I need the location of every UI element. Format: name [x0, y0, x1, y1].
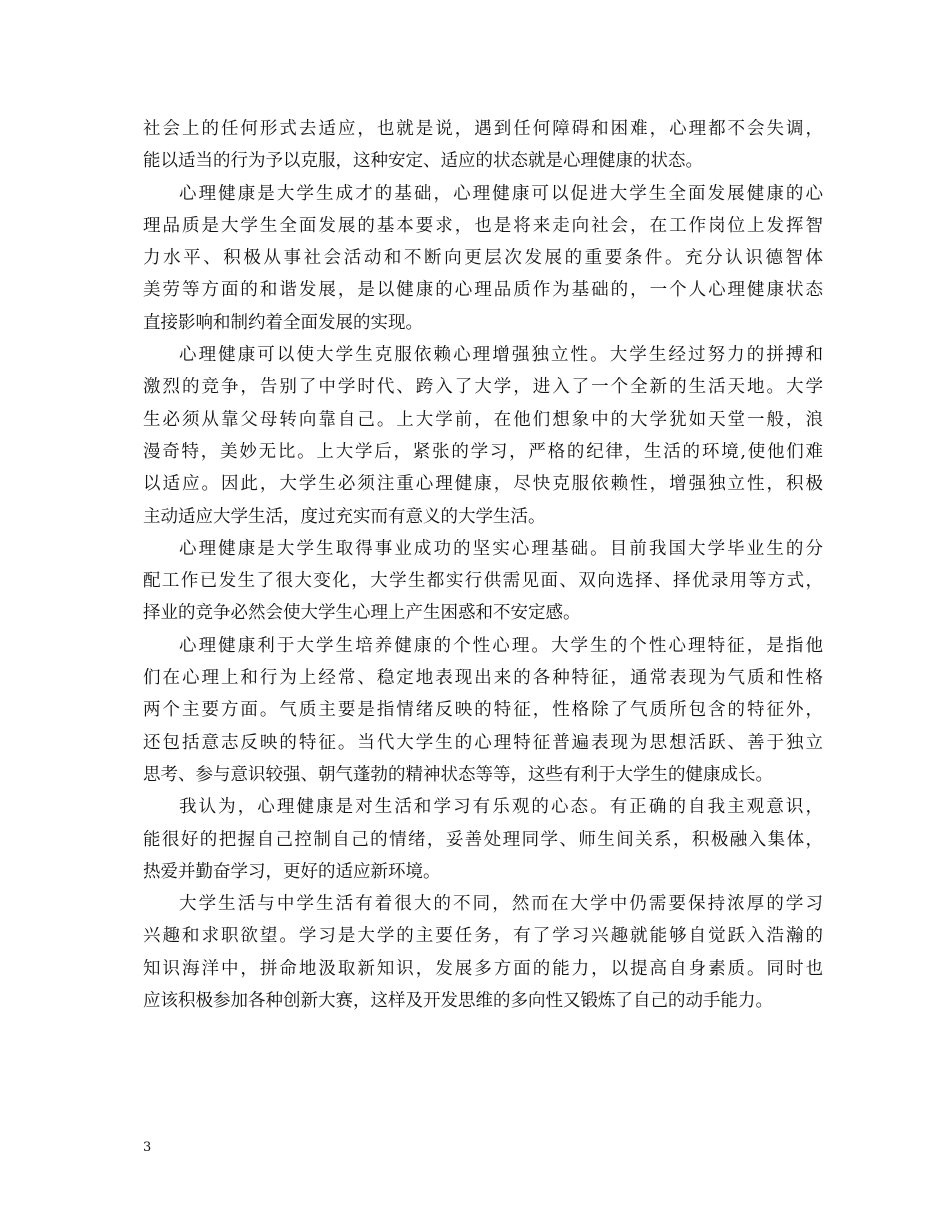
paragraph-line: 能以适当的行为予以克服，这种安定、适应的状态就是心理健康的状态。	[143, 151, 703, 172]
paragraph-line: 能很好的把握自己控制自己的情绪，妥善处理同学、师生间关系，积极融入集体，	[143, 829, 823, 850]
paragraph-line: 生必须从靠父母转向靠自己。上大学前，在他们想象中的大学犹如天堂一般，浪	[143, 409, 823, 430]
paragraph-first-line: 心理健康是大学生成才的基础，心理健康可以促进大学生全面发展健康的心	[179, 183, 823, 204]
paragraph-first-line: 大学生活与中学生活有着很大的不同，然而在大学中仍需要保持浓厚的学习	[179, 894, 823, 915]
document-body	[143, 113, 823, 1017]
paragraph-first-line: 我认为，心理健康是对生活和学习有乐观的心态。有正确的自我主观意识，	[179, 797, 823, 818]
paragraph-line: 思考、参与意识较强、朝气蓬勃的精神状态等等，这些有利于大学生的健康成长。	[143, 764, 773, 785]
paragraph-line: 直接影响和制约着全面发展的实现。	[143, 312, 423, 333]
paragraph-line: 理品质是大学生全面发展的基本要求，也是将来走向社会，在工作岗位上发挥智	[143, 215, 823, 236]
paragraph-line: 配工作已发生了很大变化，大学生都实行供需见面、双向选择、择优录用等方式，	[143, 571, 823, 592]
paragraph-line: 主动适应大学生活，度过充实而有意义的大学生活。	[143, 506, 546, 527]
paragraph-line: 知识海洋中，拼命地汲取新知识，发展多方面的能力，以提高自身素质。同时也	[143, 958, 823, 979]
paragraph-line: 还包括意志反映的特征。当代大学生的心理特征普遍表现为思想活跃、善于独立	[143, 732, 823, 753]
paragraph-line: 力水平、积极从事社会活动和不断向更层次发展的重要条件。充分认识德智体	[143, 248, 823, 269]
paragraph-first-line: 心理健康可以使大学生克服依赖心理增强独立性。大学生经过努力的拼搏和	[179, 345, 823, 366]
paragraph-line: 激烈的竞争，告别了中学时代、跨入了大学，进入了一个全新的生活天地。大学	[143, 377, 823, 398]
page-number: 3	[143, 1140, 152, 1155]
paragraph-line: 美劳等方面的和谐发展，是以健康的心理品质作为基础的，一个人心理健康状态	[143, 280, 823, 301]
paragraph-line: 漫奇特，美妙无比。上大学后，紧张的学习，严格的纪律，生活的环境,使他们难	[143, 441, 823, 462]
paragraph-line: 应该积极参加各种创新大赛，这样及开发思维的多向性又锻炼了自己的动手能力。	[143, 991, 773, 1012]
paragraph-first-line: 心理健康是大学生取得事业成功的坚实心理基础。目前我国大学毕业生的分	[179, 538, 823, 559]
paragraph-line: 热爱并勤奋学习，更好的适应新环境。	[143, 861, 441, 882]
paragraph-line: 们在心理上和行为上经常、稳定地表现出来的各种特征，通常表现为气质和性格	[143, 668, 823, 689]
paragraph-first-line: 社会上的任何形式去适应，也就是说，遇到任何障碍和困难，心理都不会失调，	[143, 119, 823, 139]
paragraph-line: 两个主要方面。气质主要是指情绪反映的特征，性格除了气质所包含的特征外，	[143, 700, 823, 721]
paragraph-line: 兴趣和求职欲望。学习是大学的主要任务，有了学习兴趣就能够自觉跃入浩瀚的	[143, 926, 823, 947]
paragraph-line: 以适应。因此，大学生必须注重心理健康，尽快克服依赖性，增强独立性，积极	[143, 474, 823, 495]
paragraph-line: 择业的竞争必然会使大学生心理上产生困惑和不安定感。	[143, 603, 581, 624]
paragraph-first-line: 心理健康利于大学生培养健康的个性心理。大学生的个性心理特征，是指他	[179, 635, 823, 656]
